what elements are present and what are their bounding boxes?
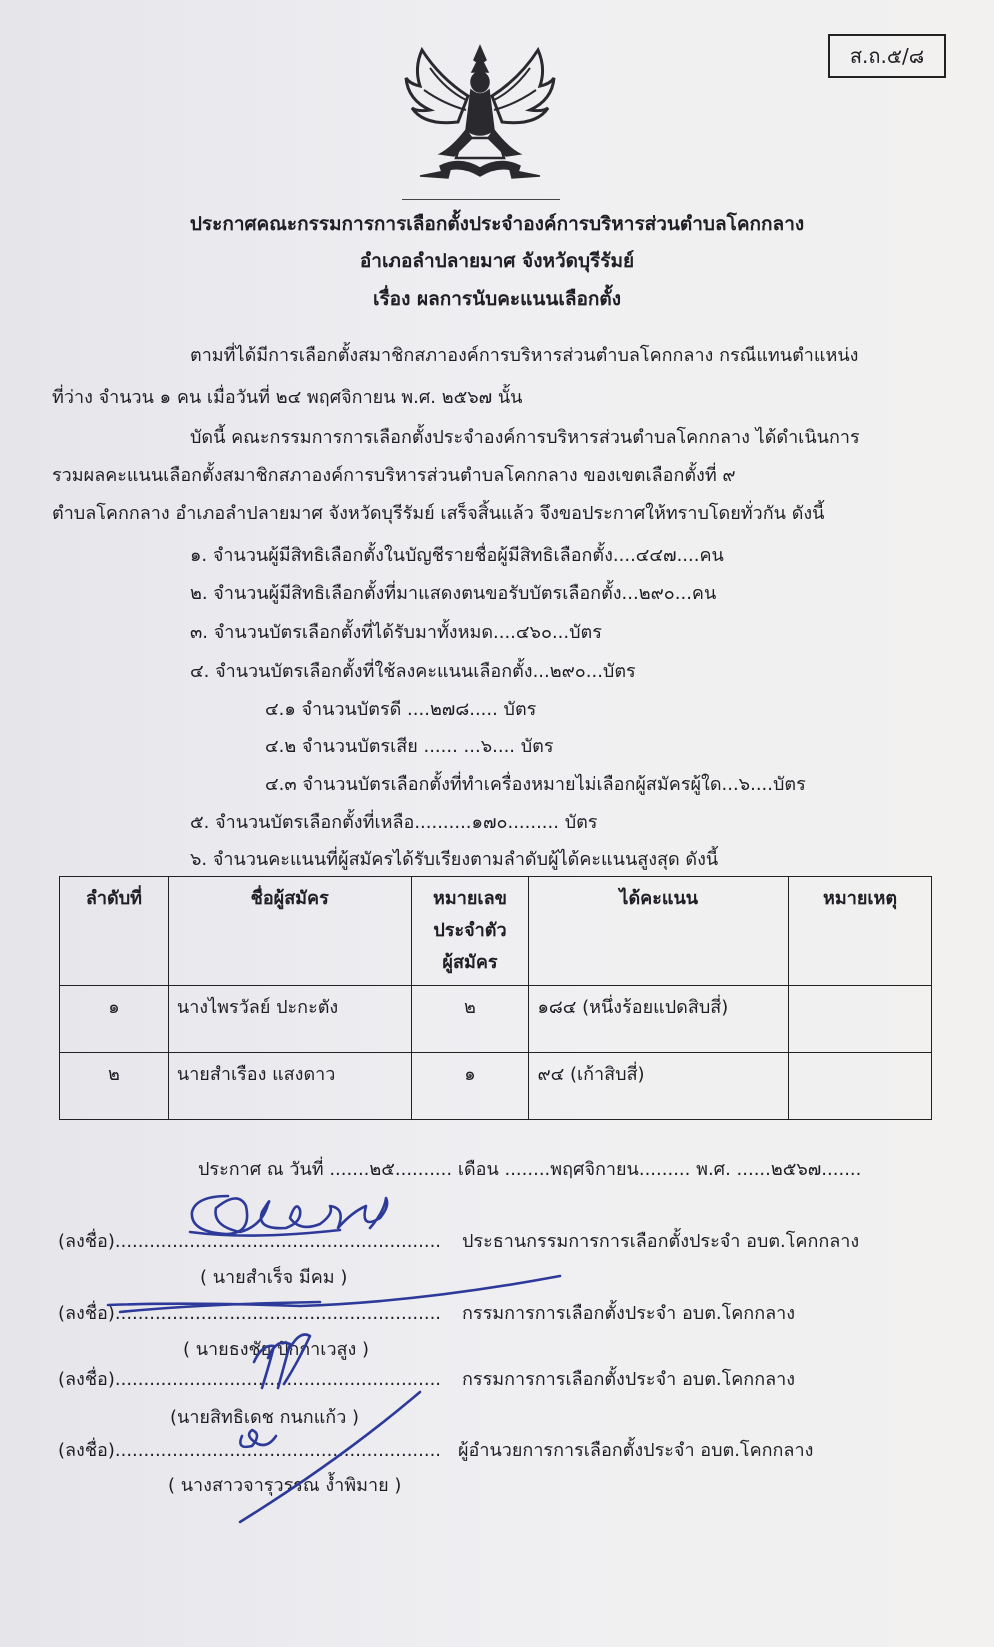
item-voters-present: ๒. จำนวนผู้มีสิทธิเลือกตั้งที่มาแสดงตนขอรับบัตรเลือกตั้ง...๒๙๐...คน (190, 583, 717, 604)
header-remark: หมายเหตุ (789, 877, 932, 986)
table-header-row (60, 877, 932, 986)
cell-score: ๙๔ (เก้าสิบสี่) (529, 1053, 789, 1120)
signature-name-1: ( นายสำเร็จ มีคม ) (200, 1267, 348, 1288)
header-number-line-2: ประจำตัว (433, 920, 507, 941)
item-ballots-used: ๔. จำนวนบัตรเลือกตั้งที่ใช้ลงคะแนนเลือกตั้ง...๒๙๐...บัตร (190, 661, 636, 682)
item-spoiled-ballots: ๔.๒ จำนวนบัตรเสีย ...... ...๖.... บัตร (265, 736, 554, 757)
header-score: ได้คะแนน (529, 877, 789, 986)
signature-role-4: ผู้อำนวยการการเลือกตั้งประจำ อบต.โคกกลาง (458, 1440, 814, 1461)
announcement-title: ประกาศคณะกรรมการการเลือกตั้งประจำองค์การบริหารส่วนตำบลโคกกลาง (189, 213, 805, 235)
table-row (60, 986, 932, 1053)
signature-name-4: ( นางสาวจารุวรรณ ง้ำพิมาย ) (168, 1475, 402, 1496)
item-ballots-received: ๓. จำนวนบัตรเลือกตั้งที่ได้รับมาทั้งหมด....๔๖๐...บัตร (190, 622, 602, 643)
cell-rank: ๑ (60, 986, 169, 1053)
form-code-box: ส.ถ.๕/๘ (828, 34, 946, 78)
intro-paragraph-2-line-1: บัดนี้ คณะกรรมการการเลือกตั้งประจำองค์การบริหารส่วนตำบลโคกกลาง ได้ดำเนินการ (190, 427, 860, 448)
item-score-heading: ๖. จำนวนคะแนนที่ผู้สมัครได้รับเรียงตามลำดับผู้ได้คะแนนสูงสุด ดังนี้ (190, 849, 719, 870)
signature-label-3: (ลงชื่อ)......................................................... (58, 1369, 442, 1390)
announcement-district: อำเภอลำปลายมาศ จังหวัดบุรีรัมย์ (359, 250, 635, 272)
results-table (59, 876, 932, 1120)
garuda-emblem-icon (400, 38, 560, 188)
signature-label-1: (ลงชื่อ)......................................................... (58, 1231, 442, 1252)
header-rank: ลำดับที่ (60, 877, 169, 986)
intro-paragraph-2-line-2: รวมผลคะแนนเลือกตั้งสมาชิกสภาองค์การบริหารส่วนตำบลโคกกลาง ของเขตเลือกตั้งที่ ๙ (52, 465, 736, 486)
announcement-date: ประกาศ ณ วันที่ .......๒๕.......... เดือน ........พฤศจิกายน......... พ.ศ. ......๒๕๖๗....... (198, 1159, 862, 1180)
item-eligible-voters: ๑. จำนวนผู้มีสิทธิเลือกตั้งในบัญชีรายชื่อผู้มีสิทธิเลือกตั้ง....๔๔๗....คน (190, 545, 724, 566)
intro-paragraph-2-line-3: ตำบลโคกกลาง อำเภอลำปลายมาศ จังหวัดบุรีรัมย์ เสร็จสิ้นแล้ว จึงขอประกาศให้ทราบโดยทั่วกัน ดังนี้ (52, 503, 825, 524)
signature-label-2: (ลงชื่อ)......................................................... (58, 1303, 442, 1324)
header-number (411, 877, 529, 986)
signature-name-2: ( นายธงชัย ปักกาเวสูง ) (183, 1339, 370, 1360)
table-row (60, 1053, 932, 1120)
cell-remark (789, 1053, 932, 1120)
cell-name: นางไพรวัลย์ ปะกะตัง (168, 986, 411, 1053)
signature-label-4: (ลงชื่อ)......................................................... (58, 1440, 442, 1461)
signature-name-3: (นายสิทธิเดช กนกแก้ว ) (170, 1407, 360, 1428)
signature-role-2: กรรมการการเลือกตั้งประจำ อบต.โคกกลาง (462, 1303, 796, 1324)
item-good-ballots: ๔.๑ จำนวนบัตรดี ....๒๗๘..... บัตร (265, 699, 537, 720)
cell-name: นายสำเรือง แสงดาว (168, 1053, 411, 1120)
emblem-underline (402, 199, 560, 200)
signature-role-3: กรรมการการเลือกตั้งประจำ อบต.โคกกลาง (462, 1369, 796, 1390)
item-remaining-ballots: ๕. จำนวนบัตรเลือกตั้งที่เหลือ..........๑๗๐......... บัตร (190, 812, 598, 833)
cell-rank: ๒ (60, 1053, 169, 1120)
header-name: ชื่อผู้สมัคร (168, 877, 411, 986)
item-no-vote-ballots: ๔.๓ จำนวนบัตรเลือกตั้งที่ทำเครื่องหมายไม่เลือกผู้สมัครผู้ใด...๖....บัตร (265, 774, 806, 795)
header-number-line-3: ผู้สมัคร (442, 952, 498, 973)
intro-paragraph-1-line-1: ตามที่ได้มีการเลือกตั้งสมาชิกสภาองค์การบริหารส่วนตำบลโคกกลาง กรณีแทนตำแหน่ง (190, 345, 859, 366)
cell-remark (789, 986, 932, 1053)
cell-score: ๑๘๔ (หนึ่งร้อยแปดสิบสี่) (529, 986, 789, 1053)
announcement-subject: เรื่อง ผลการนับคะแนนเลือกตั้ง (372, 288, 621, 310)
cell-number: ๑ (411, 1053, 529, 1120)
signature-role-1: ประธานกรรมการการเลือกตั้งประจำ อบต.โคกกลาง (462, 1231, 860, 1252)
header-number-line-1: หมายเลข (433, 888, 507, 909)
cell-number: ๒ (411, 986, 529, 1053)
intro-paragraph-1-line-2: ที่ว่าง จำนวน ๑ คน เมื่อวันที่ ๒๔ พฤศจิกายน พ.ศ. ๒๕๖๗ นั้น (52, 387, 523, 408)
